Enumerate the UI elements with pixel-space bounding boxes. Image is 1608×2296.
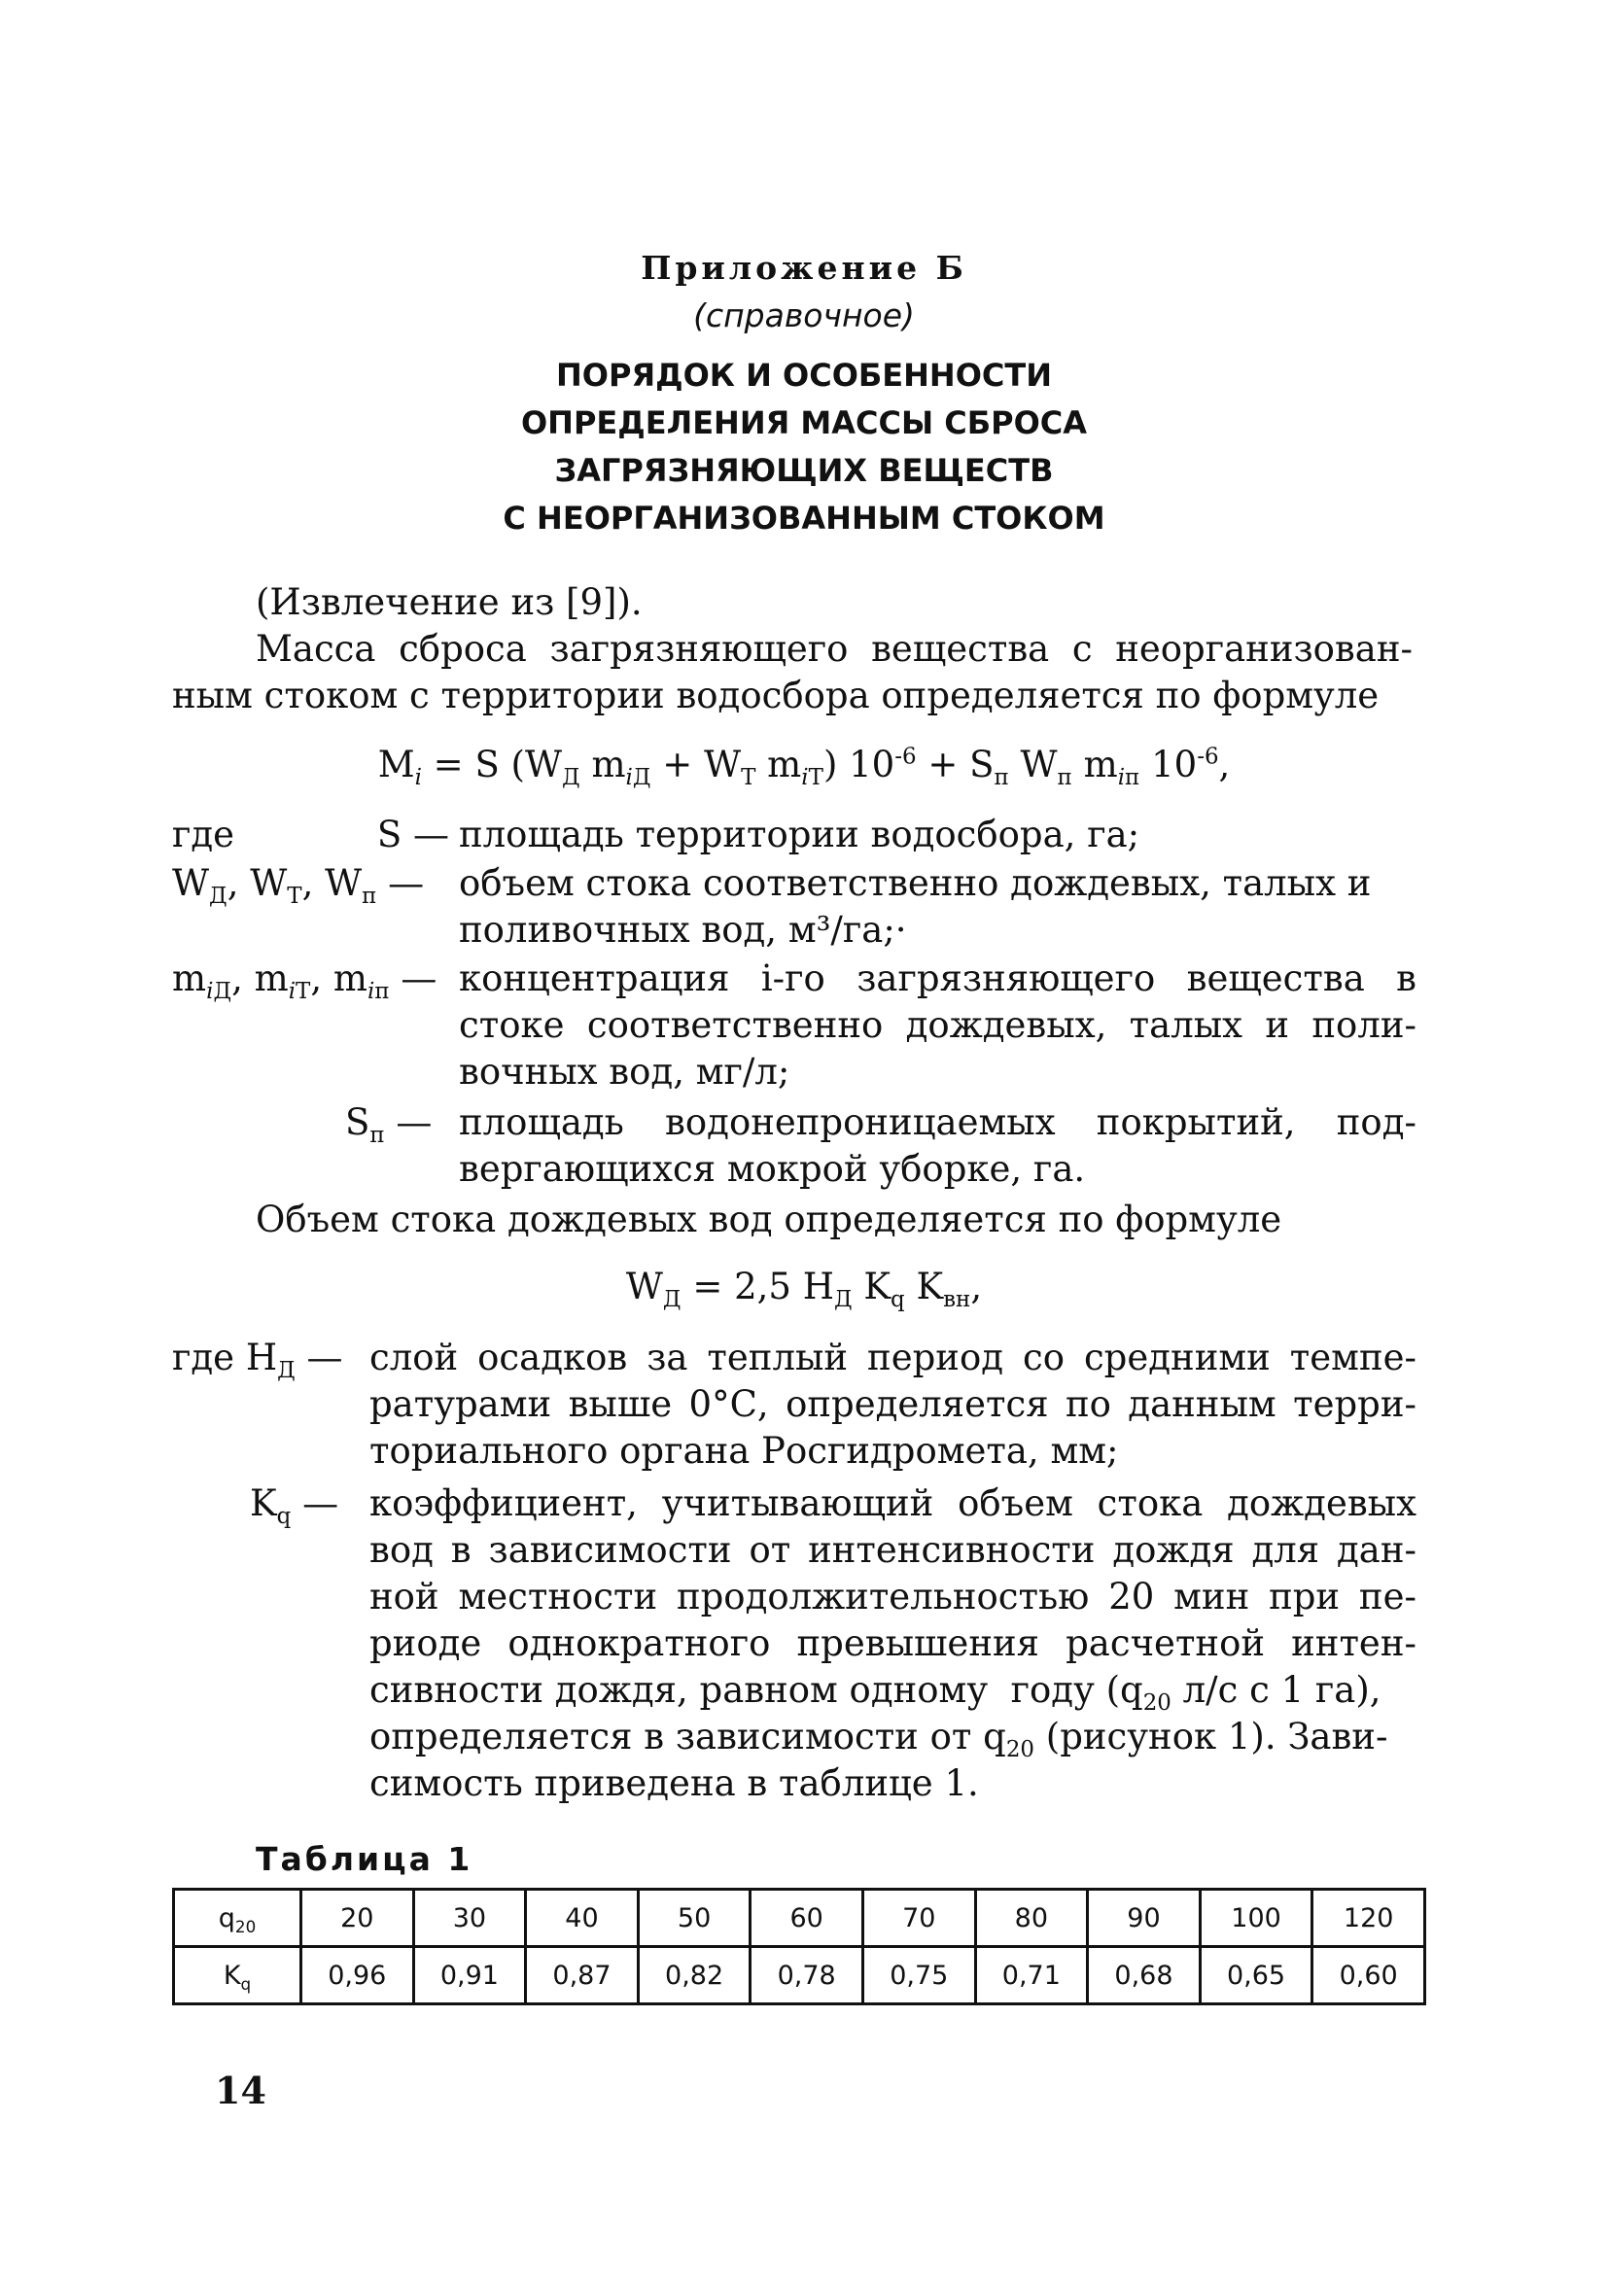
table-cell: 20 — [301, 1890, 414, 1947]
paragraph-line: ным стоком с территории водосбора определяется по формуле — [172, 675, 1380, 716]
extract-note: (Извлечение из [9]). — [256, 581, 643, 623]
page-number: 14 — [215, 2069, 266, 2112]
def-text: вергающихся мокрой уборке, га. — [459, 1148, 1086, 1190]
table-cell: 0,91 — [413, 1947, 526, 2004]
table-cell: 0,60 — [1312, 1947, 1425, 2004]
table-cell: 0,68 — [1088, 1947, 1201, 2004]
table-cell: 0,78 — [751, 1947, 863, 2004]
def-text: ной местности продолжительностью 20 мин при пе- — [369, 1576, 1416, 1618]
def-text: риоде однократного превышения расчетной интен- — [369, 1622, 1416, 1664]
table-row-q20 — [174, 1890, 1425, 1947]
table-cell: 0,87 — [526, 1947, 639, 2004]
heading-line: ОПРЕДЕЛЕНИЯ МАССЫ СБРОСА — [520, 404, 1088, 441]
table-row-kq — [174, 1947, 1425, 2004]
def-text: ратурами выше 0°С, определяется по данным терри- — [369, 1383, 1416, 1425]
table-cell: 90 — [1088, 1890, 1201, 1947]
def-text: площадь территории водосбора, га; — [459, 814, 1140, 855]
table-cell: 0,82 — [638, 1947, 751, 2004]
heading-line: ЗАГРЯЗНЯЮЩИХ ВЕЩЕСТВ — [554, 452, 1054, 489]
where-label: где — [172, 814, 235, 855]
appendix-note: (справочное) — [693, 296, 915, 334]
def-text: вод в зависимости от интенсивности дождя для дан- — [369, 1529, 1416, 1571]
def-text: определяется в зависимости от $q_{20}$ (рисунок 1). Зави- — [369, 1716, 1388, 1763]
heading-line: ПОРЯДОК И ОСОБЕННОСТИ — [556, 357, 1052, 394]
def-term-w: $W_Д$, $W_Т$, $W_п$ — — [172, 862, 425, 910]
def-text: сивности дождя, равном одному году ($q_{20}$ л/с с 1 га), — [369, 1669, 1381, 1717]
def-text: слой осадков за теплый период со средними темпе- — [369, 1337, 1416, 1378]
def-text: стоке соответственно дождевых, талых и поли- — [459, 1004, 1416, 1046]
table-cell: 0,71 — [975, 1947, 1088, 2004]
table-cell: 70 — [862, 1890, 975, 1947]
table-cell: 40 — [526, 1890, 639, 1947]
def-term-s: S — — [376, 814, 449, 855]
appendix-title: Приложение Б — [641, 249, 967, 287]
table-cell: 80 — [975, 1890, 1088, 1947]
def-text: поливочных вод, м³/га;· — [459, 909, 907, 951]
row-header-q20: $q_{20}$ — [174, 1890, 301, 1947]
table-cell: 0,65 — [1200, 1947, 1312, 2004]
table-cell: 50 — [638, 1890, 751, 1947]
section-heading — [0, 352, 1608, 542]
kq-table — [172, 1888, 1426, 2005]
formula-mass: $M_i = S$ ($W_Д$ $m_{iД} + W_Т$ $m_{iТ}$) $10^{-6} + S_п$ $W_п$ $m_{iп}$ $10^{-6}$, — [377, 744, 1231, 791]
def-term-sp: $S_п$ — — [345, 1101, 433, 1149]
def-text: вочных вод, мг/л; — [459, 1051, 790, 1093]
def-text: коэффициент, учитывающий объем стока дождевых — [369, 1482, 1416, 1524]
def-term-m: $m_{iД}$, $m_{iТ}$, $m_{iп}$ — — [172, 957, 437, 1005]
table-cell: 100 — [1200, 1890, 1312, 1947]
heading-line: С НЕОРГАНИЗОВАННЫМ СТОКОМ — [503, 500, 1105, 537]
table-cell: 0,75 — [862, 1947, 975, 2004]
def-text: ториального органа Росгидромета, мм; — [369, 1430, 1119, 1472]
paragraph-line: Объем стока дождевых вод определяется по формуле — [256, 1199, 1282, 1240]
row-header-kq: $K_q$ — [174, 1947, 301, 2004]
paragraph-line: Масса сброса загрязняющего вещества с неорганизован- — [256, 628, 1413, 670]
def-text: объем стока соответственно дождевых, талых и — [459, 862, 1372, 904]
table-title: Таблица 1 — [256, 1840, 473, 1878]
table-cell: 0,96 — [301, 1947, 414, 2004]
formula-runoff: $W_Д = 2,5$ $H_Д$ $K_q$ $K_{вн}$, — [625, 1266, 983, 1313]
def-text: симость приведена в таблице 1. — [369, 1762, 979, 1804]
def-text: концентрация i-го загрязняющего вещества в — [459, 957, 1416, 999]
def-text: площадь водонепроницаемых покрытий, под- — [459, 1101, 1416, 1143]
table-cell: 30 — [413, 1890, 526, 1947]
def-term-k: $K_q$ — — [250, 1482, 339, 1530]
table-cell: 60 — [751, 1890, 863, 1947]
table-cell: 120 — [1312, 1890, 1425, 1947]
def-term-h: где $H_Д$ — — [172, 1337, 343, 1384]
